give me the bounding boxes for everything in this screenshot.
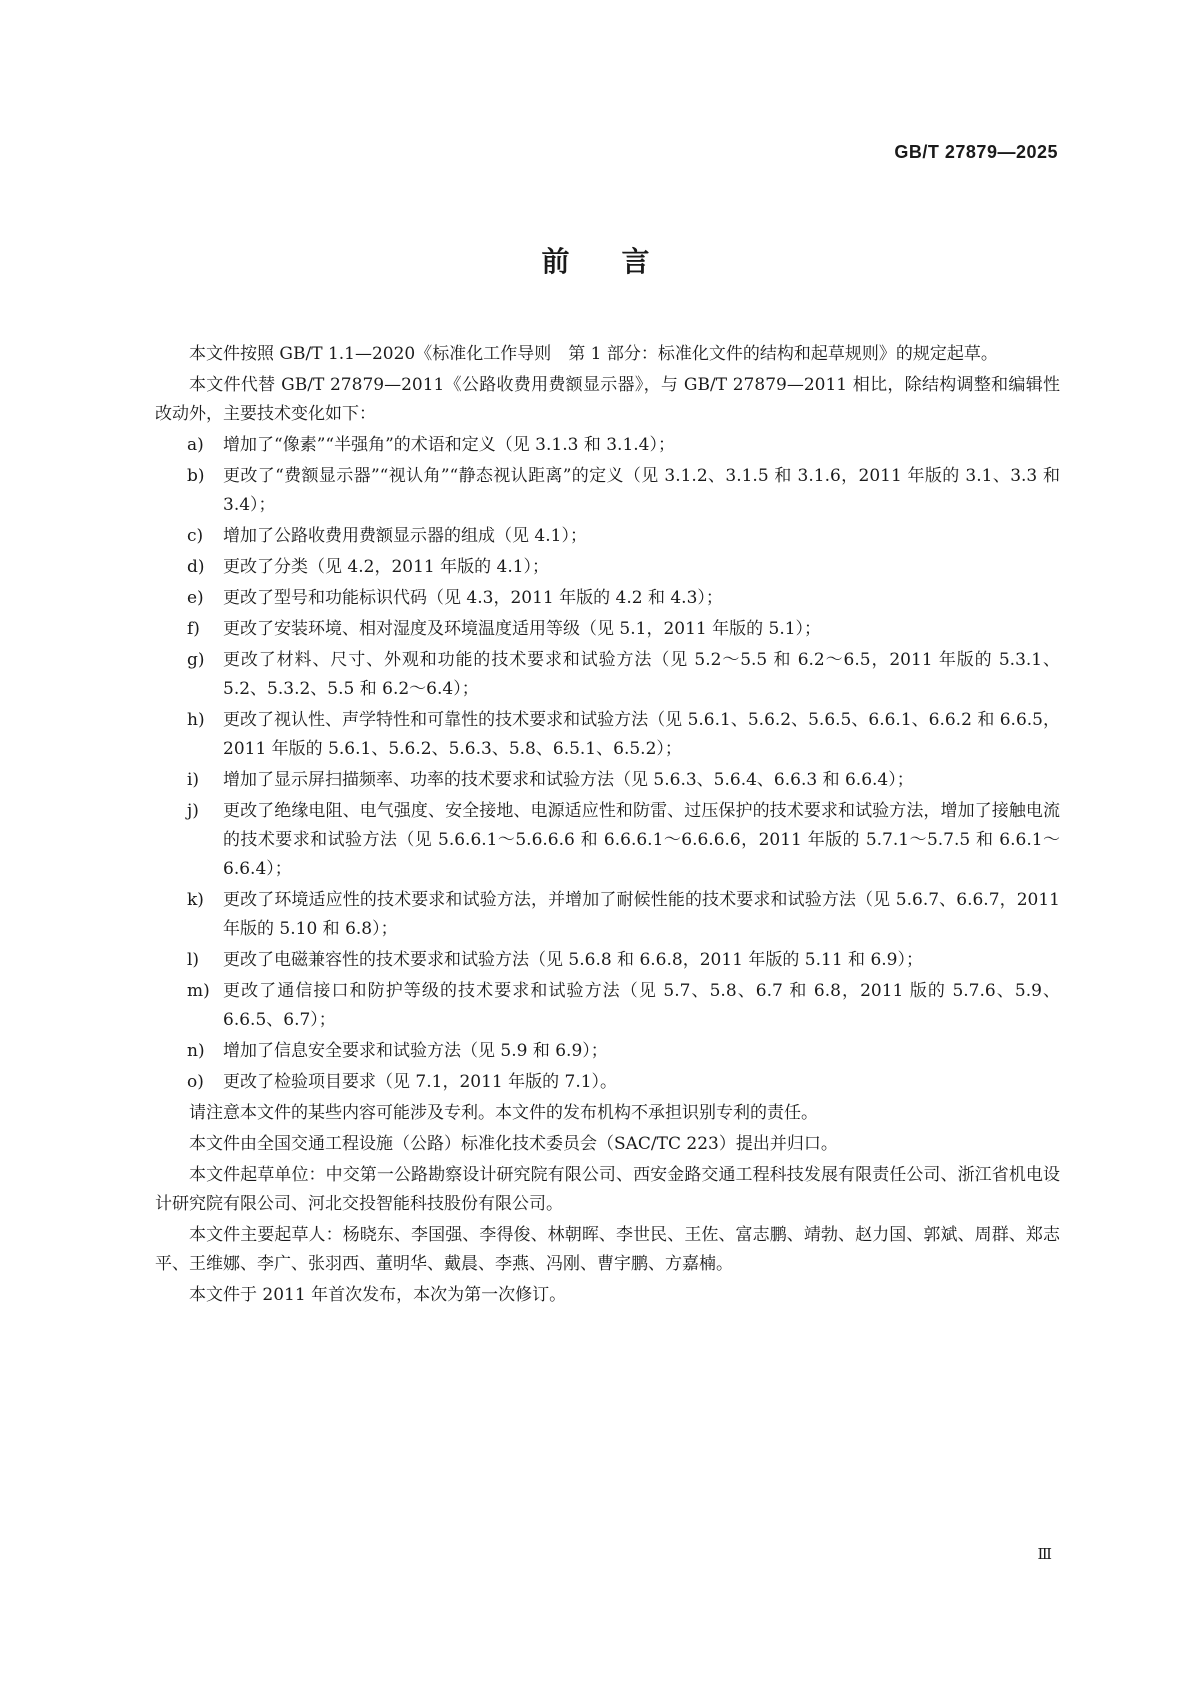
list-item xyxy=(155,615,1060,644)
list-item-label: c) xyxy=(187,526,204,546)
paragraph-drafting-units: 本文件起草单位：中交第一公路勘察设计研究院有限公司、西安金路交通工程科技发展有限责任公司、浙江省机电设计研究院有限公司、河北交投智能科技股份有限公司。 xyxy=(155,1165,1060,1214)
document-body xyxy=(155,340,1060,1312)
paragraph-history: 本文件于 2011 年首次发布，本次为第一次修订。 xyxy=(189,1285,567,1305)
list-item xyxy=(155,977,1060,1035)
page-number: Ⅲ xyxy=(1037,1545,1051,1563)
list-item-text: 更改了绝缘电阻、电气强度、安全接地、电源适应性和防雷、过压保护的技术要求和试验方法，增加了接触电流的技术要求和试验方法（见 5.6.6.1～5.6.6.6 和 6.6.6.1～6.6.6.6，2011 年版的 5.7.1～5.7.5 和 6.6.1～6.6.4）； xyxy=(223,801,1060,879)
paragraph-proposer: 本文件由全国交通工程设施（公路）标准化技术委员会（SAC/TC 223）提出并归口。 xyxy=(189,1134,838,1154)
list-item-text: 更改了通信接口和防护等级的技术要求和试验方法（见 5.7、5.8、6.7 和 6.8，2011 版的 5.7.6、5.9、6.6.5、6.7）； xyxy=(223,981,1060,1030)
list-item xyxy=(155,522,1060,551)
list-item xyxy=(155,766,1060,795)
changes-list xyxy=(155,431,1060,1097)
list-item-text: 更改了型号和功能标识代码（见 4.3，2011 年版的 4.2 和 4.3）； xyxy=(223,588,723,608)
list-item-text: 增加了显示屏扫描频率、功率的技术要求和试验方法（见 5.6.3、5.6.4、6.6.3 和 6.6.4）； xyxy=(223,770,914,790)
list-item-label: e) xyxy=(187,588,204,608)
list-item-label: h) xyxy=(187,710,205,730)
list-item-label: d) xyxy=(187,557,205,577)
list-item-text: 更改了安装环境、相对湿度及环境温度适用等级（见 5.1，2011 年版的 5.1）； xyxy=(223,619,822,639)
list-item-label: b) xyxy=(187,466,205,486)
list-item-label: a) xyxy=(187,435,204,455)
list-item-text: 更改了视认性、声学特性和可靠性的技术要求和试验方法（见 5.6.1、5.6.2、5.6.5、6.6.1、6.6.2 和 6.6.5，2011 年版的 5.6.1、5.6.2、5.6.3、5.8、6.5.1、6.5.2）； xyxy=(223,710,1060,759)
list-item-label: i) xyxy=(187,770,200,790)
paragraph-replacement: 本文件代替 GB/T 27879—2011《公路收费用费额显示器》，与 GB/T 27879—2011 相比，除结构调整和编辑性改动外，主要技术变化如下： xyxy=(155,375,1060,424)
list-item-label: o) xyxy=(187,1072,204,1092)
list-item-label: l) xyxy=(187,950,200,970)
list-item-text: 增加了信息安全要求和试验方法（见 5.9 和 6.9）； xyxy=(223,1041,608,1061)
list-item-label: n) xyxy=(187,1041,205,1061)
list-item xyxy=(155,462,1060,520)
list-item xyxy=(155,886,1060,944)
paragraph-patent-notice: 请注意本文件的某些内容可能涉及专利。本文件的发布机构不承担识别专利的责任。 xyxy=(189,1103,818,1123)
paragraph-drafting-rules: 本文件按照 GB/T 1.1—2020《标准化工作导则 第 1 部分：标准化文件的结构和起草规则》的规定起草。 xyxy=(189,344,998,364)
list-item-label: m) xyxy=(187,981,210,1001)
list-item-label: g) xyxy=(187,650,205,670)
list-item xyxy=(155,431,1060,460)
list-item-text: 增加了公路收费用费额显示器的组成（见 4.1）； xyxy=(223,526,587,546)
list-item xyxy=(155,1037,1060,1066)
list-item-text: 更改了电磁兼容性的技术要求和试验方法（见 5.6.8 和 6.6.8，2011 年版的 5.11 和 6.9）； xyxy=(223,950,923,970)
list-item-text: 增加了“像素”“半强角”的术语和定义（见 3.1.3 和 3.1.4）； xyxy=(223,435,675,455)
paragraph-drafters: 本文件主要起草人：杨晓东、李国强、李得俊、林朝晖、李世民、王佐、富志鹏、靖勃、赵力国、郭斌、周群、郑志平、王维娜、李广、张羽西、董明华、戴晨、李燕、冯刚、曹宇鹏、方嘉楠。 xyxy=(155,1225,1060,1274)
list-item-text: 更改了检验项目要求（见 7.1，2011 年版的 7.1）。 xyxy=(223,1072,618,1092)
list-item xyxy=(155,946,1060,975)
list-item-label: j) xyxy=(187,801,199,821)
list-item xyxy=(155,646,1060,704)
list-item-text: 更改了分类（见 4.2，2011 年版的 4.1）； xyxy=(223,557,550,577)
list-item-text: 更改了材料、尺寸、外观和功能的技术要求和试验方法（见 5.2～5.5 和 6.2～6.5，2011 年版的 5.3.1、5.2、5.3.2、5.5 和 6.2～6.4）； xyxy=(223,650,1060,699)
list-item xyxy=(155,1068,1060,1097)
list-item-label: k) xyxy=(187,890,204,910)
list-item xyxy=(155,584,1060,613)
standard-number: GB/T 27879—2025 xyxy=(894,142,1058,162)
list-item-text: 更改了“费额显示器”“视认角”“静态视认距离”的定义（见 3.1.2、3.1.5 和 3.1.6，2011 年版的 3.1、3.3 和 3.4）； xyxy=(223,466,1060,515)
list-item xyxy=(155,706,1060,764)
list-item xyxy=(155,797,1060,884)
list-item-label: f) xyxy=(187,619,200,639)
page-title: 前言 xyxy=(541,245,702,278)
list-item xyxy=(155,553,1060,582)
list-item-text: 更改了环境适应性的技术要求和试验方法，并增加了耐候性能的技术要求和试验方法（见 5.6.7、6.6.7，2011 年版的 5.10 和 6.8）； xyxy=(223,890,1060,939)
